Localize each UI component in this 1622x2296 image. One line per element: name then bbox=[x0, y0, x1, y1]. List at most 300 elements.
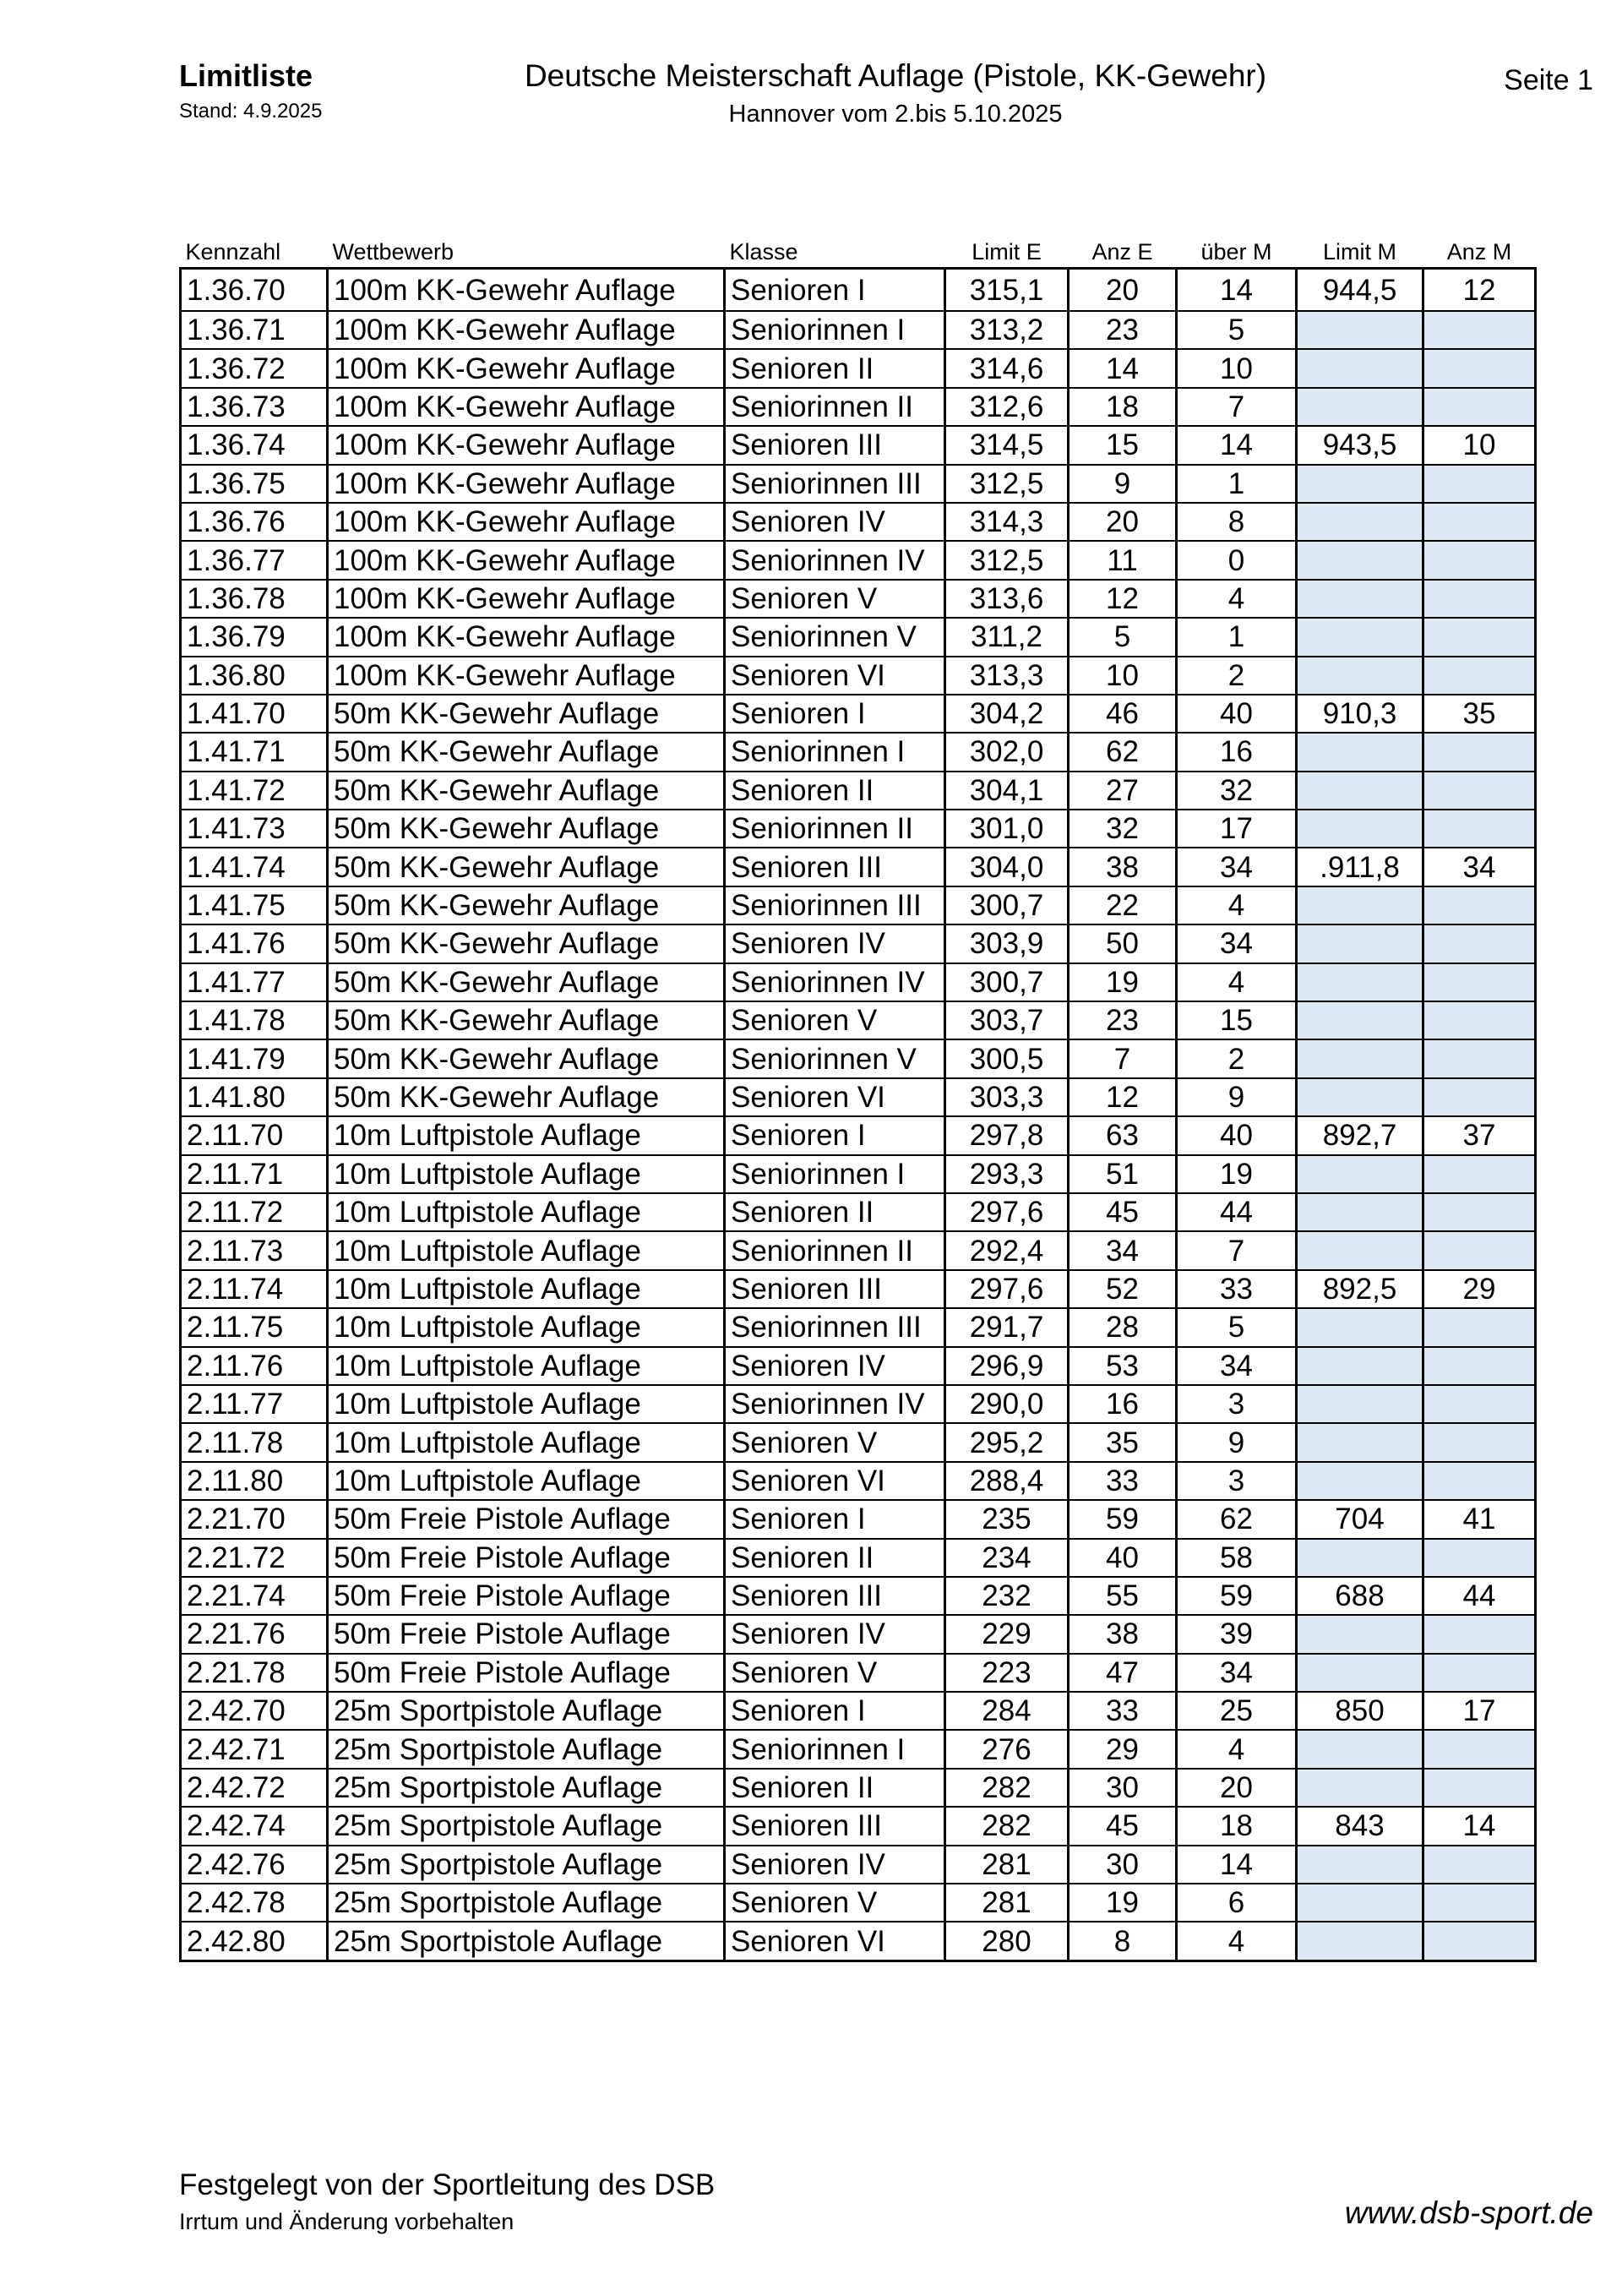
cell-wettbewerb: 10m Luftpistole Auflage bbox=[328, 1423, 725, 1461]
cell-kennzahl: 1.41.80 bbox=[181, 1078, 328, 1116]
cell-ueber-m: 14 bbox=[1177, 426, 1297, 464]
cell-klasse: Seniorinnen I bbox=[725, 733, 945, 771]
cell-anz-e: 34 bbox=[1069, 1231, 1177, 1269]
column-header-wettbewerb: Wettbewerb bbox=[332, 239, 454, 265]
cell-kennzahl: 1.36.76 bbox=[181, 503, 328, 541]
cell-kennzahl: 2.11.70 bbox=[181, 1116, 328, 1154]
cell-anz-e: 50 bbox=[1069, 924, 1177, 963]
cell-limit-m bbox=[1297, 1539, 1423, 1577]
cell-anz-m bbox=[1423, 1884, 1536, 1922]
cell-kennzahl: 1.36.71 bbox=[181, 311, 328, 349]
cell-wettbewerb: 100m KK-Gewehr Auflage bbox=[328, 465, 725, 503]
cell-anz-e: 30 bbox=[1069, 1769, 1177, 1807]
cell-anz-m bbox=[1423, 1654, 1536, 1692]
page-title: Deutsche Meisterschaft Auflage (Pistole, KK-Gewehr) bbox=[524, 58, 1267, 93]
cell-limit-e: 313,3 bbox=[945, 657, 1069, 695]
cell-ueber-m: 58 bbox=[1177, 1539, 1297, 1577]
cell-ueber-m: 4 bbox=[1177, 886, 1297, 924]
cell-kennzahl: 1.41.73 bbox=[181, 810, 328, 848]
column-header-anz-e: Anz E bbox=[1091, 239, 1153, 265]
cell-limit-m: 704 bbox=[1297, 1500, 1423, 1538]
table-row bbox=[181, 1500, 1536, 1538]
table-row bbox=[181, 1615, 1536, 1653]
cell-kennzahl: 1.41.76 bbox=[181, 924, 328, 963]
cell-ueber-m: 7 bbox=[1177, 1231, 1297, 1269]
cell-wettbewerb: 50m KK-Gewehr Auflage bbox=[328, 924, 725, 963]
cell-ueber-m: 44 bbox=[1177, 1193, 1297, 1231]
cell-limit-e: 292,4 bbox=[945, 1231, 1069, 1269]
cell-kennzahl: 1.41.75 bbox=[181, 886, 328, 924]
cell-limit-e: 304,0 bbox=[945, 848, 1069, 886]
footer-left bbox=[179, 2168, 715, 2235]
cell-ueber-m: 1 bbox=[1177, 465, 1297, 503]
cell-anz-m bbox=[1423, 1308, 1536, 1346]
table-row bbox=[181, 1539, 1536, 1577]
cell-anz-e: 27 bbox=[1069, 772, 1177, 810]
cell-kennzahl: 2.11.72 bbox=[181, 1193, 328, 1231]
cell-kennzahl: 2.42.78 bbox=[181, 1884, 328, 1922]
table-row bbox=[181, 1769, 1536, 1807]
cell-anz-m bbox=[1423, 733, 1536, 771]
table-row bbox=[181, 388, 1536, 426]
cell-klasse: Seniorinnen I bbox=[725, 1730, 945, 1768]
cell-wettbewerb: 100m KK-Gewehr Auflage bbox=[328, 426, 725, 464]
table-row bbox=[181, 1039, 1536, 1077]
cell-limit-m bbox=[1297, 657, 1423, 695]
cell-anz-m: 17 bbox=[1423, 1692, 1536, 1730]
table-row bbox=[181, 1807, 1536, 1845]
cell-ueber-m: 0 bbox=[1177, 541, 1297, 579]
header-left bbox=[179, 59, 322, 123]
cell-klasse: Senioren I bbox=[725, 269, 945, 312]
cell-limit-m bbox=[1297, 1922, 1423, 1961]
cell-limit-e: 300,5 bbox=[945, 1039, 1069, 1077]
cell-kennzahl: 2.42.70 bbox=[181, 1692, 328, 1730]
cell-ueber-m: 34 bbox=[1177, 848, 1297, 886]
cell-kennzahl: 2.11.71 bbox=[181, 1155, 328, 1193]
cell-limit-e: 229 bbox=[945, 1615, 1069, 1653]
cell-anz-e: 10 bbox=[1069, 657, 1177, 695]
table-row bbox=[181, 1730, 1536, 1768]
table-row bbox=[181, 1692, 1536, 1730]
footer-website: www.dsb-sport.de bbox=[1344, 2195, 1593, 2230]
cell-ueber-m: 62 bbox=[1177, 1500, 1297, 1538]
cell-klasse: Senioren V bbox=[725, 1654, 945, 1692]
cell-klasse: Senioren III bbox=[725, 1577, 945, 1615]
cell-wettbewerb: 50m KK-Gewehr Auflage bbox=[328, 810, 725, 848]
cell-limit-m bbox=[1297, 810, 1423, 848]
cell-kennzahl: 1.41.79 bbox=[181, 1039, 328, 1077]
cell-anz-e: 15 bbox=[1069, 426, 1177, 464]
cell-anz-e: 63 bbox=[1069, 1116, 1177, 1154]
cell-kennzahl: 2.42.72 bbox=[181, 1769, 328, 1807]
cell-anz-m: 35 bbox=[1423, 695, 1536, 733]
cell-anz-m: 44 bbox=[1423, 1577, 1536, 1615]
cell-wettbewerb: 50m Freie Pistole Auflage bbox=[328, 1539, 725, 1577]
cell-wettbewerb: 50m Freie Pistole Auflage bbox=[328, 1615, 725, 1653]
cell-klasse: Seniorinnen II bbox=[725, 1231, 945, 1269]
cell-ueber-m: 6 bbox=[1177, 1884, 1297, 1922]
table-header-row bbox=[181, 230, 1536, 269]
cell-anz-e: 40 bbox=[1069, 1539, 1177, 1577]
cell-anz-m bbox=[1423, 465, 1536, 503]
cell-anz-e: 23 bbox=[1069, 1001, 1177, 1039]
footer-authority: Festgelegt von der Sportleitung des DSB bbox=[179, 2168, 716, 2201]
cell-kennzahl: 2.42.71 bbox=[181, 1730, 328, 1768]
table-row bbox=[181, 1231, 1536, 1269]
cell-klasse: Senioren VI bbox=[725, 1462, 945, 1500]
cell-kennzahl: 1.36.79 bbox=[181, 618, 328, 656]
cell-kennzahl: 1.36.72 bbox=[181, 349, 328, 387]
cell-wettbewerb: 50m Freie Pistole Auflage bbox=[328, 1654, 725, 1692]
cell-limit-e: 281 bbox=[945, 1846, 1069, 1884]
cell-limit-m: 944,5 bbox=[1297, 269, 1423, 312]
column-header-ueber-m: über M bbox=[1200, 239, 1272, 265]
cell-klasse: Senioren V bbox=[725, 1884, 945, 1922]
cell-anz-m bbox=[1423, 657, 1536, 695]
cell-klasse: Senioren VI bbox=[725, 657, 945, 695]
document-label: Limitliste bbox=[179, 58, 313, 93]
cell-limit-m bbox=[1297, 963, 1423, 1001]
cell-limit-e: 312,5 bbox=[945, 465, 1069, 503]
table-row bbox=[181, 1155, 1536, 1193]
cell-anz-m bbox=[1423, 618, 1536, 656]
table-row bbox=[181, 810, 1536, 848]
cell-klasse: Senioren V bbox=[725, 1001, 945, 1039]
cell-wettbewerb: 50m KK-Gewehr Auflage bbox=[328, 848, 725, 886]
cell-limit-e: 232 bbox=[945, 1577, 1069, 1615]
table-row bbox=[181, 1116, 1536, 1154]
cell-wettbewerb: 10m Luftpistole Auflage bbox=[328, 1385, 725, 1423]
page-number: Seite 1 bbox=[1504, 64, 1593, 96]
cell-ueber-m: 2 bbox=[1177, 1039, 1297, 1077]
cell-kennzahl: 2.21.72 bbox=[181, 1539, 328, 1577]
cell-anz-m: 14 bbox=[1423, 1807, 1536, 1845]
cell-limit-e: 282 bbox=[945, 1807, 1069, 1845]
cell-anz-e: 19 bbox=[1069, 1884, 1177, 1922]
cell-anz-m bbox=[1423, 1039, 1536, 1077]
cell-klasse: Senioren II bbox=[725, 1539, 945, 1577]
cell-anz-m bbox=[1423, 963, 1536, 1001]
cell-limit-m bbox=[1297, 1231, 1423, 1269]
cell-wettbewerb: 50m KK-Gewehr Auflage bbox=[328, 1078, 725, 1116]
cell-wettbewerb: 25m Sportpistole Auflage bbox=[328, 1730, 725, 1768]
cell-limit-m bbox=[1297, 1155, 1423, 1193]
cell-limit-e: 313,6 bbox=[945, 580, 1069, 618]
cell-anz-e: 38 bbox=[1069, 1615, 1177, 1653]
cell-kennzahl: 1.41.70 bbox=[181, 695, 328, 733]
cell-wettbewerb: 100m KK-Gewehr Auflage bbox=[328, 503, 725, 541]
cell-klasse: Senioren IV bbox=[725, 1846, 945, 1884]
cell-limit-e: 303,7 bbox=[945, 1001, 1069, 1039]
cell-wettbewerb: 100m KK-Gewehr Auflage bbox=[328, 269, 725, 312]
cell-wettbewerb: 10m Luftpistole Auflage bbox=[328, 1347, 725, 1385]
cell-limit-m: 892,5 bbox=[1297, 1270, 1423, 1308]
cell-ueber-m: 40 bbox=[1177, 695, 1297, 733]
cell-ueber-m: 59 bbox=[1177, 1577, 1297, 1615]
cell-wettbewerb: 100m KK-Gewehr Auflage bbox=[328, 311, 725, 349]
cell-kennzahl: 2.11.80 bbox=[181, 1462, 328, 1500]
cell-limit-e: 234 bbox=[945, 1539, 1069, 1577]
cell-anz-e: 20 bbox=[1069, 503, 1177, 541]
cell-anz-m bbox=[1423, 886, 1536, 924]
cell-limit-m bbox=[1297, 311, 1423, 349]
column-header-anz-m: Anz M bbox=[1446, 239, 1512, 265]
cell-anz-e: 7 bbox=[1069, 1039, 1177, 1077]
cell-limit-e: 304,1 bbox=[945, 772, 1069, 810]
cell-klasse: Seniorinnen III bbox=[725, 1308, 945, 1346]
cell-klasse: Senioren I bbox=[725, 695, 945, 733]
table-row bbox=[181, 426, 1536, 464]
cell-kennzahl: 1.36.80 bbox=[181, 657, 328, 695]
cell-limit-e: 280 bbox=[945, 1922, 1069, 1961]
cell-limit-e: 312,6 bbox=[945, 388, 1069, 426]
cell-klasse: Senioren III bbox=[725, 1270, 945, 1308]
cell-kennzahl: 1.36.73 bbox=[181, 388, 328, 426]
cell-limit-e: 301,0 bbox=[945, 810, 1069, 848]
table-row bbox=[181, 695, 1536, 733]
cell-limit-e: 297,8 bbox=[945, 1116, 1069, 1154]
cell-ueber-m: 34 bbox=[1177, 1654, 1297, 1692]
cell-ueber-m: 4 bbox=[1177, 963, 1297, 1001]
cell-anz-e: 47 bbox=[1069, 1654, 1177, 1692]
cell-ueber-m: 25 bbox=[1177, 1692, 1297, 1730]
cell-limit-m bbox=[1297, 580, 1423, 618]
cell-limit-e: 276 bbox=[945, 1730, 1069, 1768]
cell-klasse: Seniorinnen V bbox=[725, 618, 945, 656]
cell-anz-m bbox=[1423, 580, 1536, 618]
cell-anz-e: 46 bbox=[1069, 695, 1177, 733]
cell-wettbewerb: 25m Sportpistole Auflage bbox=[328, 1807, 725, 1845]
table-row bbox=[181, 1001, 1536, 1039]
cell-kennzahl: 2.42.76 bbox=[181, 1846, 328, 1884]
cell-anz-m bbox=[1423, 1730, 1536, 1768]
cell-ueber-m: 4 bbox=[1177, 1922, 1297, 1961]
cell-limit-e: 314,3 bbox=[945, 503, 1069, 541]
cell-limit-m bbox=[1297, 1308, 1423, 1346]
cell-ueber-m: 5 bbox=[1177, 311, 1297, 349]
cell-limit-m: 688 bbox=[1297, 1577, 1423, 1615]
cell-klasse: Senioren V bbox=[725, 1423, 945, 1461]
cell-anz-e: 20 bbox=[1069, 269, 1177, 312]
cell-limit-m bbox=[1297, 1001, 1423, 1039]
cell-limit-e: 296,9 bbox=[945, 1347, 1069, 1385]
cell-klasse: Senioren III bbox=[725, 848, 945, 886]
cell-ueber-m: 14 bbox=[1177, 1846, 1297, 1884]
cell-wettbewerb: 25m Sportpistole Auflage bbox=[328, 1846, 725, 1884]
table-row bbox=[181, 1308, 1536, 1346]
cell-wettbewerb: 25m Sportpistole Auflage bbox=[328, 1884, 725, 1922]
cell-klasse: Seniorinnen III bbox=[725, 465, 945, 503]
cell-anz-m bbox=[1423, 503, 1536, 541]
column-header-limit-m: Limit M bbox=[1323, 239, 1396, 265]
cell-ueber-m: 7 bbox=[1177, 388, 1297, 426]
column-header-kennzahl: Kennzahl bbox=[185, 239, 281, 265]
cell-ueber-m: 18 bbox=[1177, 1807, 1297, 1845]
cell-wettbewerb: 50m KK-Gewehr Auflage bbox=[328, 1039, 725, 1077]
cell-kennzahl: 1.36.75 bbox=[181, 465, 328, 503]
table-row bbox=[181, 311, 1536, 349]
cell-wettbewerb: 25m Sportpistole Auflage bbox=[328, 1922, 725, 1961]
cell-klasse: Seniorinnen IV bbox=[725, 1385, 945, 1423]
cell-limit-m bbox=[1297, 349, 1423, 387]
table-row bbox=[181, 1078, 1536, 1116]
cell-ueber-m: 8 bbox=[1177, 503, 1297, 541]
cell-klasse: Seniorinnen II bbox=[725, 388, 945, 426]
cell-anz-e: 16 bbox=[1069, 1385, 1177, 1423]
cell-anz-m: 29 bbox=[1423, 1270, 1536, 1308]
cell-anz-m bbox=[1423, 541, 1536, 579]
cell-anz-m bbox=[1423, 1231, 1536, 1269]
cell-klasse: Senioren IV bbox=[725, 924, 945, 963]
cell-anz-e: 5 bbox=[1069, 618, 1177, 656]
table-row bbox=[181, 657, 1536, 695]
cell-limit-e: 281 bbox=[945, 1884, 1069, 1922]
cell-ueber-m: 2 bbox=[1177, 657, 1297, 695]
cell-limit-m: 910,3 bbox=[1297, 695, 1423, 733]
limit-table bbox=[179, 230, 1537, 1962]
cell-limit-e: 311,2 bbox=[945, 618, 1069, 656]
cell-anz-m bbox=[1423, 1193, 1536, 1231]
cell-wettbewerb: 10m Luftpistole Auflage bbox=[328, 1270, 725, 1308]
cell-wettbewerb: 100m KK-Gewehr Auflage bbox=[328, 388, 725, 426]
cell-anz-m bbox=[1423, 924, 1536, 963]
cell-ueber-m: 9 bbox=[1177, 1078, 1297, 1116]
cell-klasse: Seniorinnen III bbox=[725, 886, 945, 924]
cell-limit-m bbox=[1297, 733, 1423, 771]
cell-wettbewerb: 50m Freie Pistole Auflage bbox=[328, 1500, 725, 1538]
cell-limit-e: 302,0 bbox=[945, 733, 1069, 771]
column-header-limit-e: Limit E bbox=[972, 239, 1042, 265]
cell-anz-m: 41 bbox=[1423, 1500, 1536, 1538]
cell-klasse: Senioren VI bbox=[725, 1922, 945, 1961]
cell-limit-m bbox=[1297, 1615, 1423, 1653]
cell-klasse: Senioren VI bbox=[725, 1078, 945, 1116]
cell-klasse: Senioren III bbox=[725, 426, 945, 464]
stand-date: Stand: 4.9.2025 bbox=[179, 99, 323, 123]
cell-limit-e: 297,6 bbox=[945, 1193, 1069, 1231]
cell-limit-m: 843 bbox=[1297, 1807, 1423, 1845]
cell-wettbewerb: 50m KK-Gewehr Auflage bbox=[328, 733, 725, 771]
cell-anz-m bbox=[1423, 1769, 1536, 1807]
cell-wettbewerb: 25m Sportpistole Auflage bbox=[328, 1692, 725, 1730]
cell-anz-e: 19 bbox=[1069, 963, 1177, 1001]
cell-klasse: Senioren II bbox=[725, 1769, 945, 1807]
cell-anz-m bbox=[1423, 1347, 1536, 1385]
cell-limit-e: 293,3 bbox=[945, 1155, 1069, 1193]
cell-anz-m: 37 bbox=[1423, 1116, 1536, 1154]
cell-anz-m bbox=[1423, 1155, 1536, 1193]
footer-disclaimer: Irrtum und Änderung vorbehalten bbox=[179, 2209, 514, 2234]
cell-limit-m bbox=[1297, 1730, 1423, 1768]
cell-kennzahl: 2.21.76 bbox=[181, 1615, 328, 1653]
cell-anz-m bbox=[1423, 772, 1536, 810]
cell-kennzahl: 2.21.74 bbox=[181, 1577, 328, 1615]
cell-anz-e: 62 bbox=[1069, 733, 1177, 771]
cell-limit-e: 303,3 bbox=[945, 1078, 1069, 1116]
cell-ueber-m: 40 bbox=[1177, 1116, 1297, 1154]
cell-kennzahl: 1.36.78 bbox=[181, 580, 328, 618]
cell-klasse: Seniorinnen I bbox=[725, 1155, 945, 1193]
cell-klasse: Senioren V bbox=[725, 580, 945, 618]
cell-ueber-m: 34 bbox=[1177, 1347, 1297, 1385]
header-center bbox=[389, 59, 1402, 128]
cell-klasse: Senioren I bbox=[725, 1500, 945, 1538]
cell-anz-e: 45 bbox=[1069, 1193, 1177, 1231]
cell-anz-e: 29 bbox=[1069, 1730, 1177, 1768]
cell-wettbewerb: 100m KK-Gewehr Auflage bbox=[328, 580, 725, 618]
cell-limit-m bbox=[1297, 1039, 1423, 1077]
cell-ueber-m: 17 bbox=[1177, 810, 1297, 848]
cell-limit-e: 300,7 bbox=[945, 886, 1069, 924]
cell-limit-m: 892,7 bbox=[1297, 1116, 1423, 1154]
cell-limit-e: 288,4 bbox=[945, 1462, 1069, 1500]
cell-anz-e: 45 bbox=[1069, 1807, 1177, 1845]
table-row bbox=[181, 1423, 1536, 1461]
cell-kennzahl: 2.11.73 bbox=[181, 1231, 328, 1269]
table-row bbox=[181, 503, 1536, 541]
cell-anz-m: 34 bbox=[1423, 848, 1536, 886]
table-row bbox=[181, 1884, 1536, 1922]
table-row bbox=[181, 269, 1536, 312]
cell-anz-e: 12 bbox=[1069, 580, 1177, 618]
cell-limit-e: 314,6 bbox=[945, 349, 1069, 387]
cell-kennzahl: 2.21.78 bbox=[181, 1654, 328, 1692]
cell-klasse: Seniorinnen IV bbox=[725, 541, 945, 579]
cell-wettbewerb: 10m Luftpistole Auflage bbox=[328, 1462, 725, 1500]
cell-anz-e: 23 bbox=[1069, 311, 1177, 349]
cell-anz-e: 35 bbox=[1069, 1423, 1177, 1461]
cell-anz-e: 51 bbox=[1069, 1155, 1177, 1193]
cell-limit-m bbox=[1297, 1769, 1423, 1807]
table-row bbox=[181, 772, 1536, 810]
cell-anz-m bbox=[1423, 1462, 1536, 1500]
cell-limit-m: 850 bbox=[1297, 1692, 1423, 1730]
cell-limit-e: 235 bbox=[945, 1500, 1069, 1538]
cell-klasse: Senioren II bbox=[725, 1193, 945, 1231]
cell-limit-e: 295,2 bbox=[945, 1423, 1069, 1461]
cell-anz-m bbox=[1423, 1001, 1536, 1039]
cell-anz-m bbox=[1423, 1078, 1536, 1116]
cell-limit-m bbox=[1297, 541, 1423, 579]
cell-anz-m: 12 bbox=[1423, 269, 1536, 312]
cell-kennzahl: 1.36.74 bbox=[181, 426, 328, 464]
table-row bbox=[181, 1270, 1536, 1308]
cell-anz-e: 11 bbox=[1069, 541, 1177, 579]
cell-limit-m bbox=[1297, 1385, 1423, 1423]
cell-ueber-m: 39 bbox=[1177, 1615, 1297, 1653]
cell-limit-m bbox=[1297, 618, 1423, 656]
cell-kennzahl: 2.42.80 bbox=[181, 1922, 328, 1961]
cell-wettbewerb: 10m Luftpistole Auflage bbox=[328, 1308, 725, 1346]
cell-anz-m bbox=[1423, 311, 1536, 349]
cell-limit-e: 284 bbox=[945, 1692, 1069, 1730]
cell-anz-e: 53 bbox=[1069, 1347, 1177, 1385]
cell-limit-m: 943,5 bbox=[1297, 426, 1423, 464]
cell-wettbewerb: 50m KK-Gewehr Auflage bbox=[328, 772, 725, 810]
cell-klasse: Senioren IV bbox=[725, 1347, 945, 1385]
cell-klasse: Senioren III bbox=[725, 1807, 945, 1845]
table-row bbox=[181, 963, 1536, 1001]
table-row bbox=[181, 349, 1536, 387]
cell-anz-e: 8 bbox=[1069, 1922, 1177, 1961]
cell-klasse: Senioren II bbox=[725, 349, 945, 387]
table-row bbox=[181, 618, 1536, 656]
cell-anz-e: 38 bbox=[1069, 848, 1177, 886]
cell-kennzahl: 2.21.70 bbox=[181, 1500, 328, 1538]
cell-ueber-m: 32 bbox=[1177, 772, 1297, 810]
cell-kennzahl: 2.11.74 bbox=[181, 1270, 328, 1308]
